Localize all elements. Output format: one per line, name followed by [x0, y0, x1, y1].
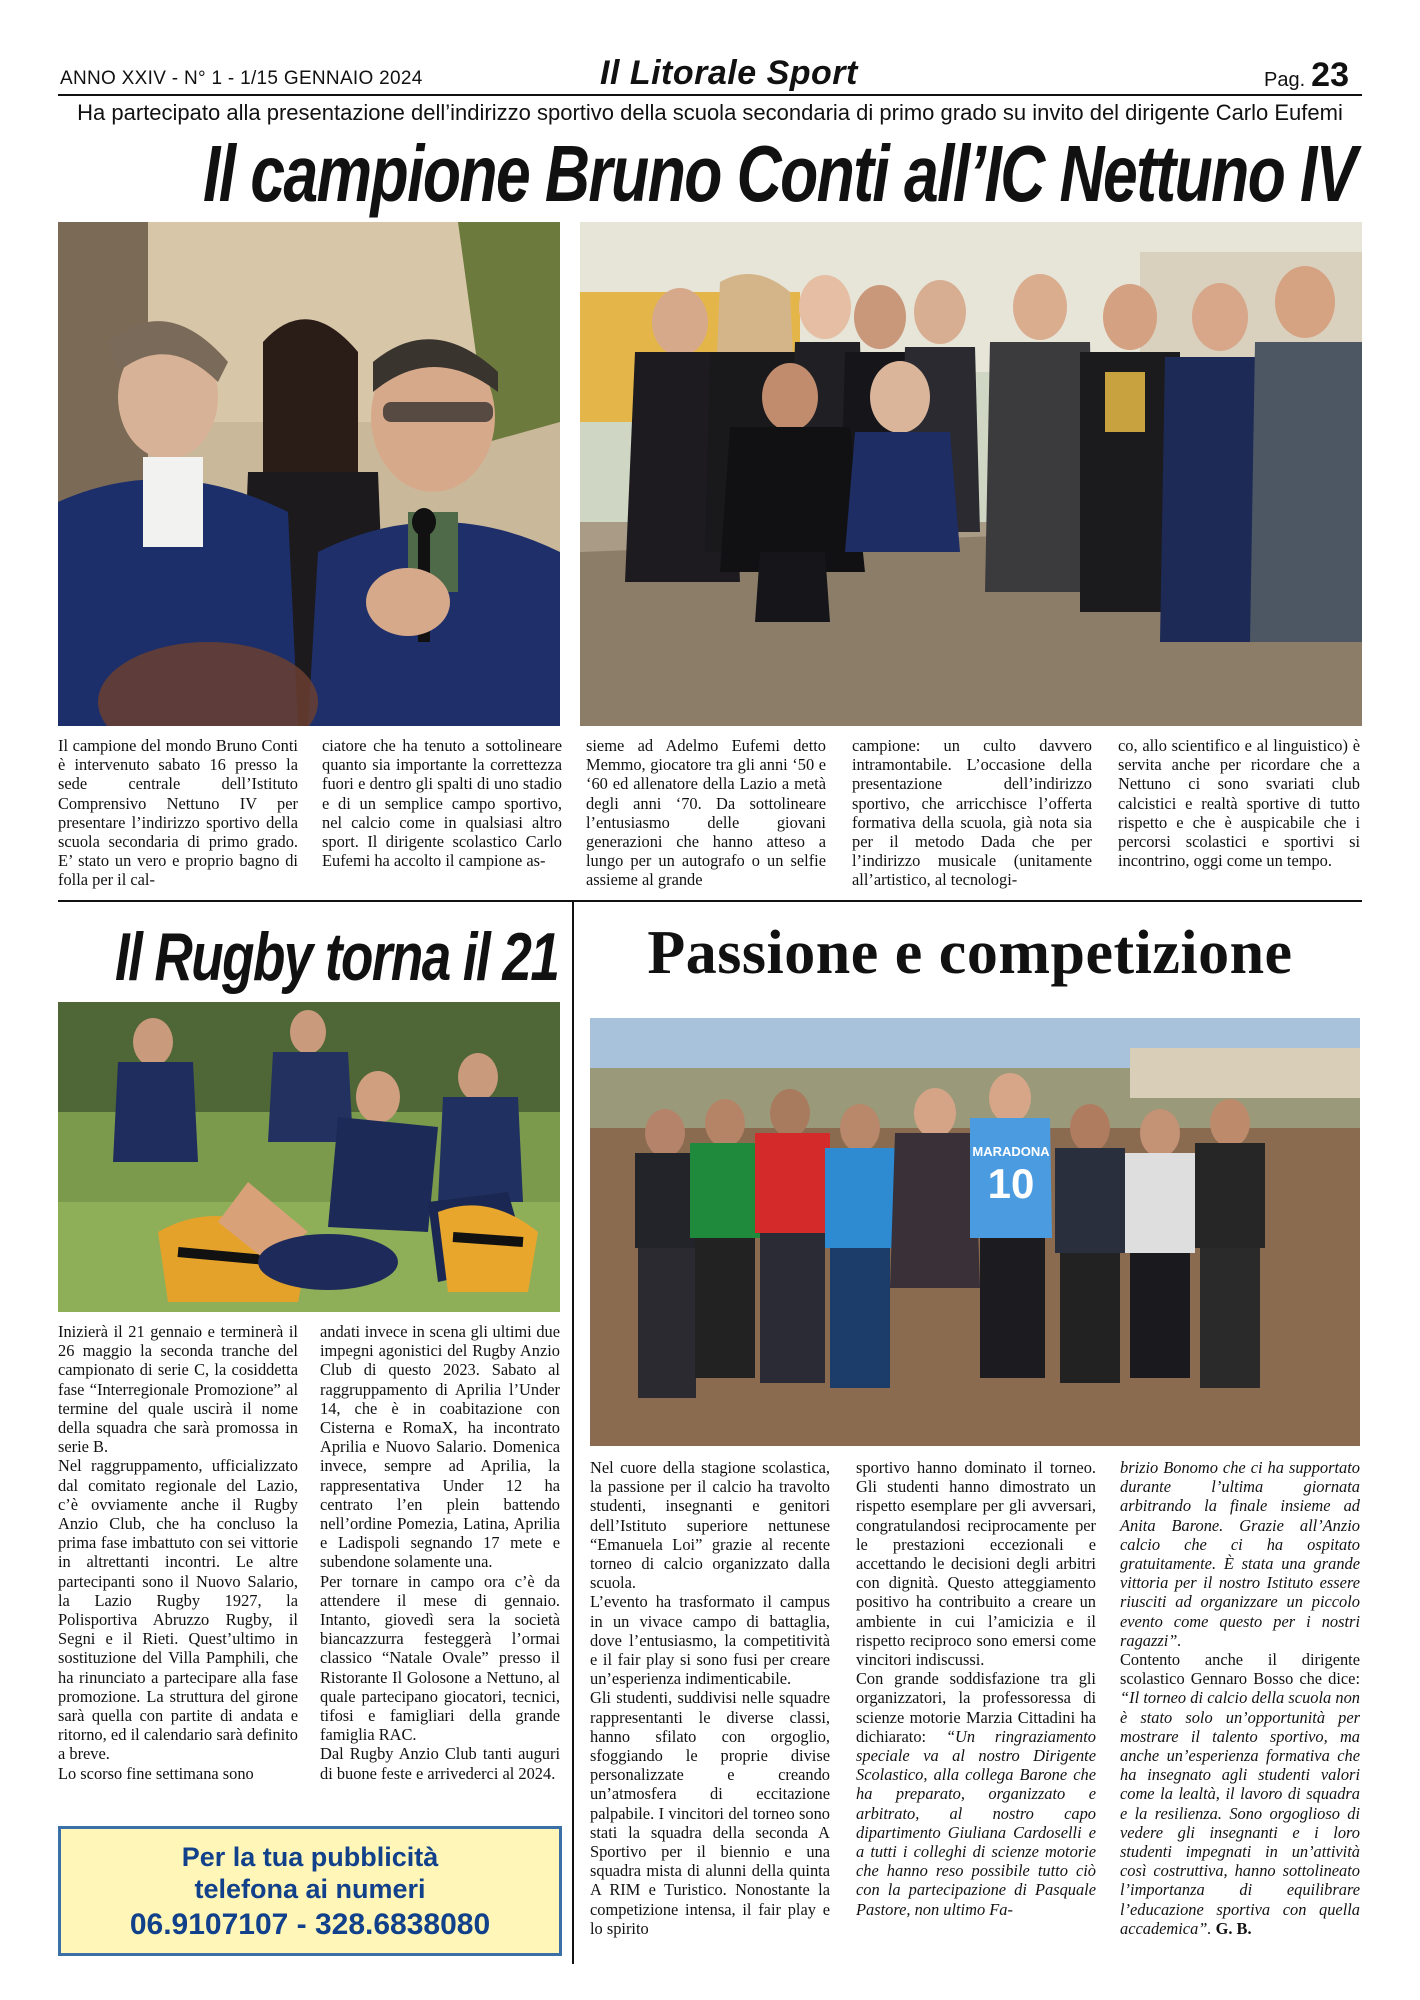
article3-col3-text: Contento anche il dirigente scolastico Gennaro Bosso che dice: — [1120, 1650, 1360, 1689]
article3-signature: G. B. — [1215, 1918, 1252, 1938]
article3-col-2 — [856, 1458, 1096, 1919]
article2-col-1 — [58, 1322, 298, 1783]
article2-col-2 — [320, 1322, 560, 1783]
article1-col-3: sieme ad Adelmo Eufemi detto Memmo, giocatore tra gli anni ‘50 e ‘60 ed allenatore della Lazio a metà degli anni ‘70. Da sottolineare l’entusiasmo delle giovani generazioni che hanno atteso a lungo per un autografo o un selfie assieme al grande — [586, 736, 826, 890]
header-rule — [58, 94, 1362, 96]
article1-col-4: campione: un culto davvero intramontabile. L’occasione della presentazione dell’indirizzo sportivo, che arricchisce l’offerta formativa della scuola, già nota sia per il metodo Dada che per l’indirizzo musicale (unitamente all’artistico, al tecnologi- — [852, 736, 1092, 890]
article2-headline: Il Rugby torna il 21 — [115, 919, 559, 995]
photo-football-team — [590, 1018, 1360, 1446]
article2-col2-p2: Per tornare in campo ora c’è da attendere il mese di gennaio. Intanto, giovedì sera la società biancazzurra festeggerà l’ormai classico “Natale Ovale” presso il Ristorante Il Golosone a Nettuno, al quale partecipano giocatori, tecnici, tifosi e famigliari della grande famiglia RAC. — [320, 1571, 560, 1745]
article2-col1-p2: Nel raggruppamento, ufficializzato dal comitato regionale del Lazio, c’è ovviamente anche il Rugby Anzio Club, che ha concluso la prima fase imbattuto con sei vittorie in altrettanti incontri. Le altre partecipanti sono il Nuovo Salario, la Lazio Rugby 1927, la Polisportiva Abruzzo Rugby, il Segni e il Rieti. Quest’ultimo in sostituzione del Villa Pamphili, che ha rinunciato a partecipare alla fase promozione. La struttura del girone sarà quella con partite di andata e ritorno, ed il calendario sarà definito a breve. — [58, 1456, 298, 1764]
article2-col1-p1: Inizierà il 21 gennaio e terminerà il 26 maggio la seconda tranche del campionato di serie C, la cosiddetta fase “Interregionale Promozione” al termine del quale uscirà il nome della squadra che sarà promossa in serie B. — [58, 1322, 298, 1457]
ad-line-1: Per la tua pubblicità — [181, 1842, 439, 1872]
article3-col-3 — [1120, 1458, 1360, 1938]
ad-line-2: telefona ai numeri — [194, 1874, 426, 1904]
article3-col2-quote: “Un ringraziamento speciale va al nostro Dirigente Scolastico, alla collega Barone che ha preparato, organizzato e arbitrato, al nostro capo dipartimento Giuliana Cardoselli e a tutti i colleghi di scienze motorie che hanno reso possibile tutto ciò con la partecipazione di Pasquale Pastore, non ultimo Fa- — [856, 1726, 1096, 1919]
article3-col2-p1: sportivo hanno dominato il torneo. Gli studenti hanno dimostrato un rispetto esemplare per gli avversari, congratulandosi reciprocamente per le prestazioni eccezionali e accettando le decisioni degli arbitri con dignità. Questo atteggiamento positivo ha contribuito a creare un ambiente in cui l’amicizia e il rispetto reciproco sono emersi come vincitori indiscussi. — [856, 1458, 1096, 1670]
page-number-value: 23 — [1311, 56, 1349, 94]
article2-col2-p1: andati invece in scena gli ultimi due impegni agonistici del Rugby Anzio Club di questo 2023. Sabato al raggruppamento di Aprilia l’Under 14, che è in coabitazione con Cisterna e RomaX, ha incontrato Aprilia e Nuovo Salario. Domenica invece, sempre ad Aprilia, la rappresentativa Under 12 ha centrato l’en plein battendo nell’ordine Pomezia, Latina, Aprilia e Ladispoli segnando 17 mete e subendone solamente una. — [320, 1322, 560, 1572]
article2-col2-p3: Dal Rugby Anzio Club tanti auguri di buone feste e arrivederci al 2024. — [320, 1744, 560, 1783]
article1-col-2: ciatore che ha tenuto a sottolineare quanto sia importante la correttezza fuori e dentro gli spalti di uno stadio e di un semplice campo sportivo, nel calcio come in qualsiasi altro sport. Il dirigente scolastico Carlo Eufemi ha accolto il campione as- — [322, 736, 562, 871]
section-rule — [58, 900, 1362, 902]
article3-col3-p2 — [1120, 1650, 1360, 1938]
article3-headline: Passione e competizione — [647, 919, 1293, 987]
article2-col1-p3: Lo scorso fine settimana sono — [58, 1763, 254, 1783]
ad-phones: 06.9107107 - 328.6838080 — [129, 1908, 491, 1941]
article3-col1-p1: Nel cuore della stagione scolastica, la passione per il calcio ha travolto studenti, insegnanti e genitori dell’Istituto superiore nettunese “Emanuela Loi” grazie al recente torneo di calcio organizzato dalla scuola. — [590, 1458, 830, 1593]
article3-col1-p3: Gli studenti, suddivisi nelle squadre rappresentanti le diverse classi, hanno sfilato con orgoglio, sfoggiando le proprie divise personalizzate e creando un’atmosfera di eccitazione palpabile. I vincitori del torneo sono stati la squadra della seconda A Sportivo per il biennio e una squadra mista di alunni della quinta A RIM e Turistico. Nonostante la competizione intensa, il fair play e lo spirito — [590, 1688, 830, 1938]
page-label: Pag. — [1264, 69, 1306, 91]
masthead: Il Litorale Sport — [600, 54, 858, 92]
column-divider — [572, 902, 574, 1964]
article3-col1-p2: L’evento ha trasformato il campus in un vivace campo di battaglia, dove l’entusiasmo, la competitività e il fair play si sono fusi per creare un’esperienza indimenticabile. — [590, 1592, 830, 1689]
article1-col-1: Il campione del mondo Bruno Conti è intervenuto sabato 16 presso la sede centrale dell’Istituto Comprensivo Nettuno IV per presentare l’indirizzo sportivo della scuola secondaria di primo grado. E’ stato un vero e proprio bagno di folla per il cal- — [58, 736, 298, 890]
page-number — [1264, 56, 1349, 95]
advertising-box — [58, 1826, 562, 1956]
issue-info: ANNO XXIV - N° 1 - 1/15 GENNAIO 2024 — [60, 68, 423, 89]
photo-group-school — [580, 222, 1362, 726]
article3-col2-p2 — [856, 1669, 1096, 1919]
article3-col-1 — [590, 1458, 830, 1938]
photo-rugby-match — [58, 1002, 560, 1312]
photo-bruno-conti-speech — [58, 222, 560, 726]
jersey-name: MARADONA — [972, 1144, 1050, 1159]
article3-col3-quote2: “Il torneo di calcio della scuola non è stato solo un’opportunità per mostrare il talento sportivo, ma anche un’esperienza formativa che ha insegnato agli studenti valori come la lealtà, il lavoro di squadra e la resilienza. Sono orgoglioso di vedere gli insegnanti e i loro studenti impegnati in un’attività così costruttiva, hanno sottolineato l’importanza di equilibrare l’educazione sportiva con quella accademica”. — [1120, 1688, 1360, 1938]
article1-headline: Il campione Bruno Conti all’IC Nettuno IV — [203, 129, 1356, 218]
article1-kicker: Ha partecipato alla presentazione dell’indirizzo sportivo della scuola secondaria di primo grado su invito del dirigente Carlo Eufemi — [77, 100, 1343, 125]
article3-col2-p2-text: Con grande soddisfazione tra gli organizzatori, la professoressa di scienze motorie Marzia Cittadini ha dichiarato: — [856, 1669, 1096, 1746]
article1-col-5: co, allo scientifico e al linguistico) è servita anche per ricordare che a Nettuno ci sono svariati club calcistici e realtà sportive di tutto rispetto e che è auspicabile che i percorsi scolastici e sportivi si incontrino, oggi come un tempo. — [1118, 736, 1360, 871]
jersey-number: 10 — [987, 1160, 1035, 1207]
article3-col3-quote1: brizio Bonomo che ci ha supportato durante l’ultima giornata arbitrando la finale insieme ad Anita Barone. Grazie all’Anzio calcio che ci ha ospitato gratuitamente. È stata una grande vittoria per il nostro Istituto essere riusciti ad organizzare un piccolo evento come questo per i nostri ragazzi”. — [1120, 1458, 1360, 1650]
